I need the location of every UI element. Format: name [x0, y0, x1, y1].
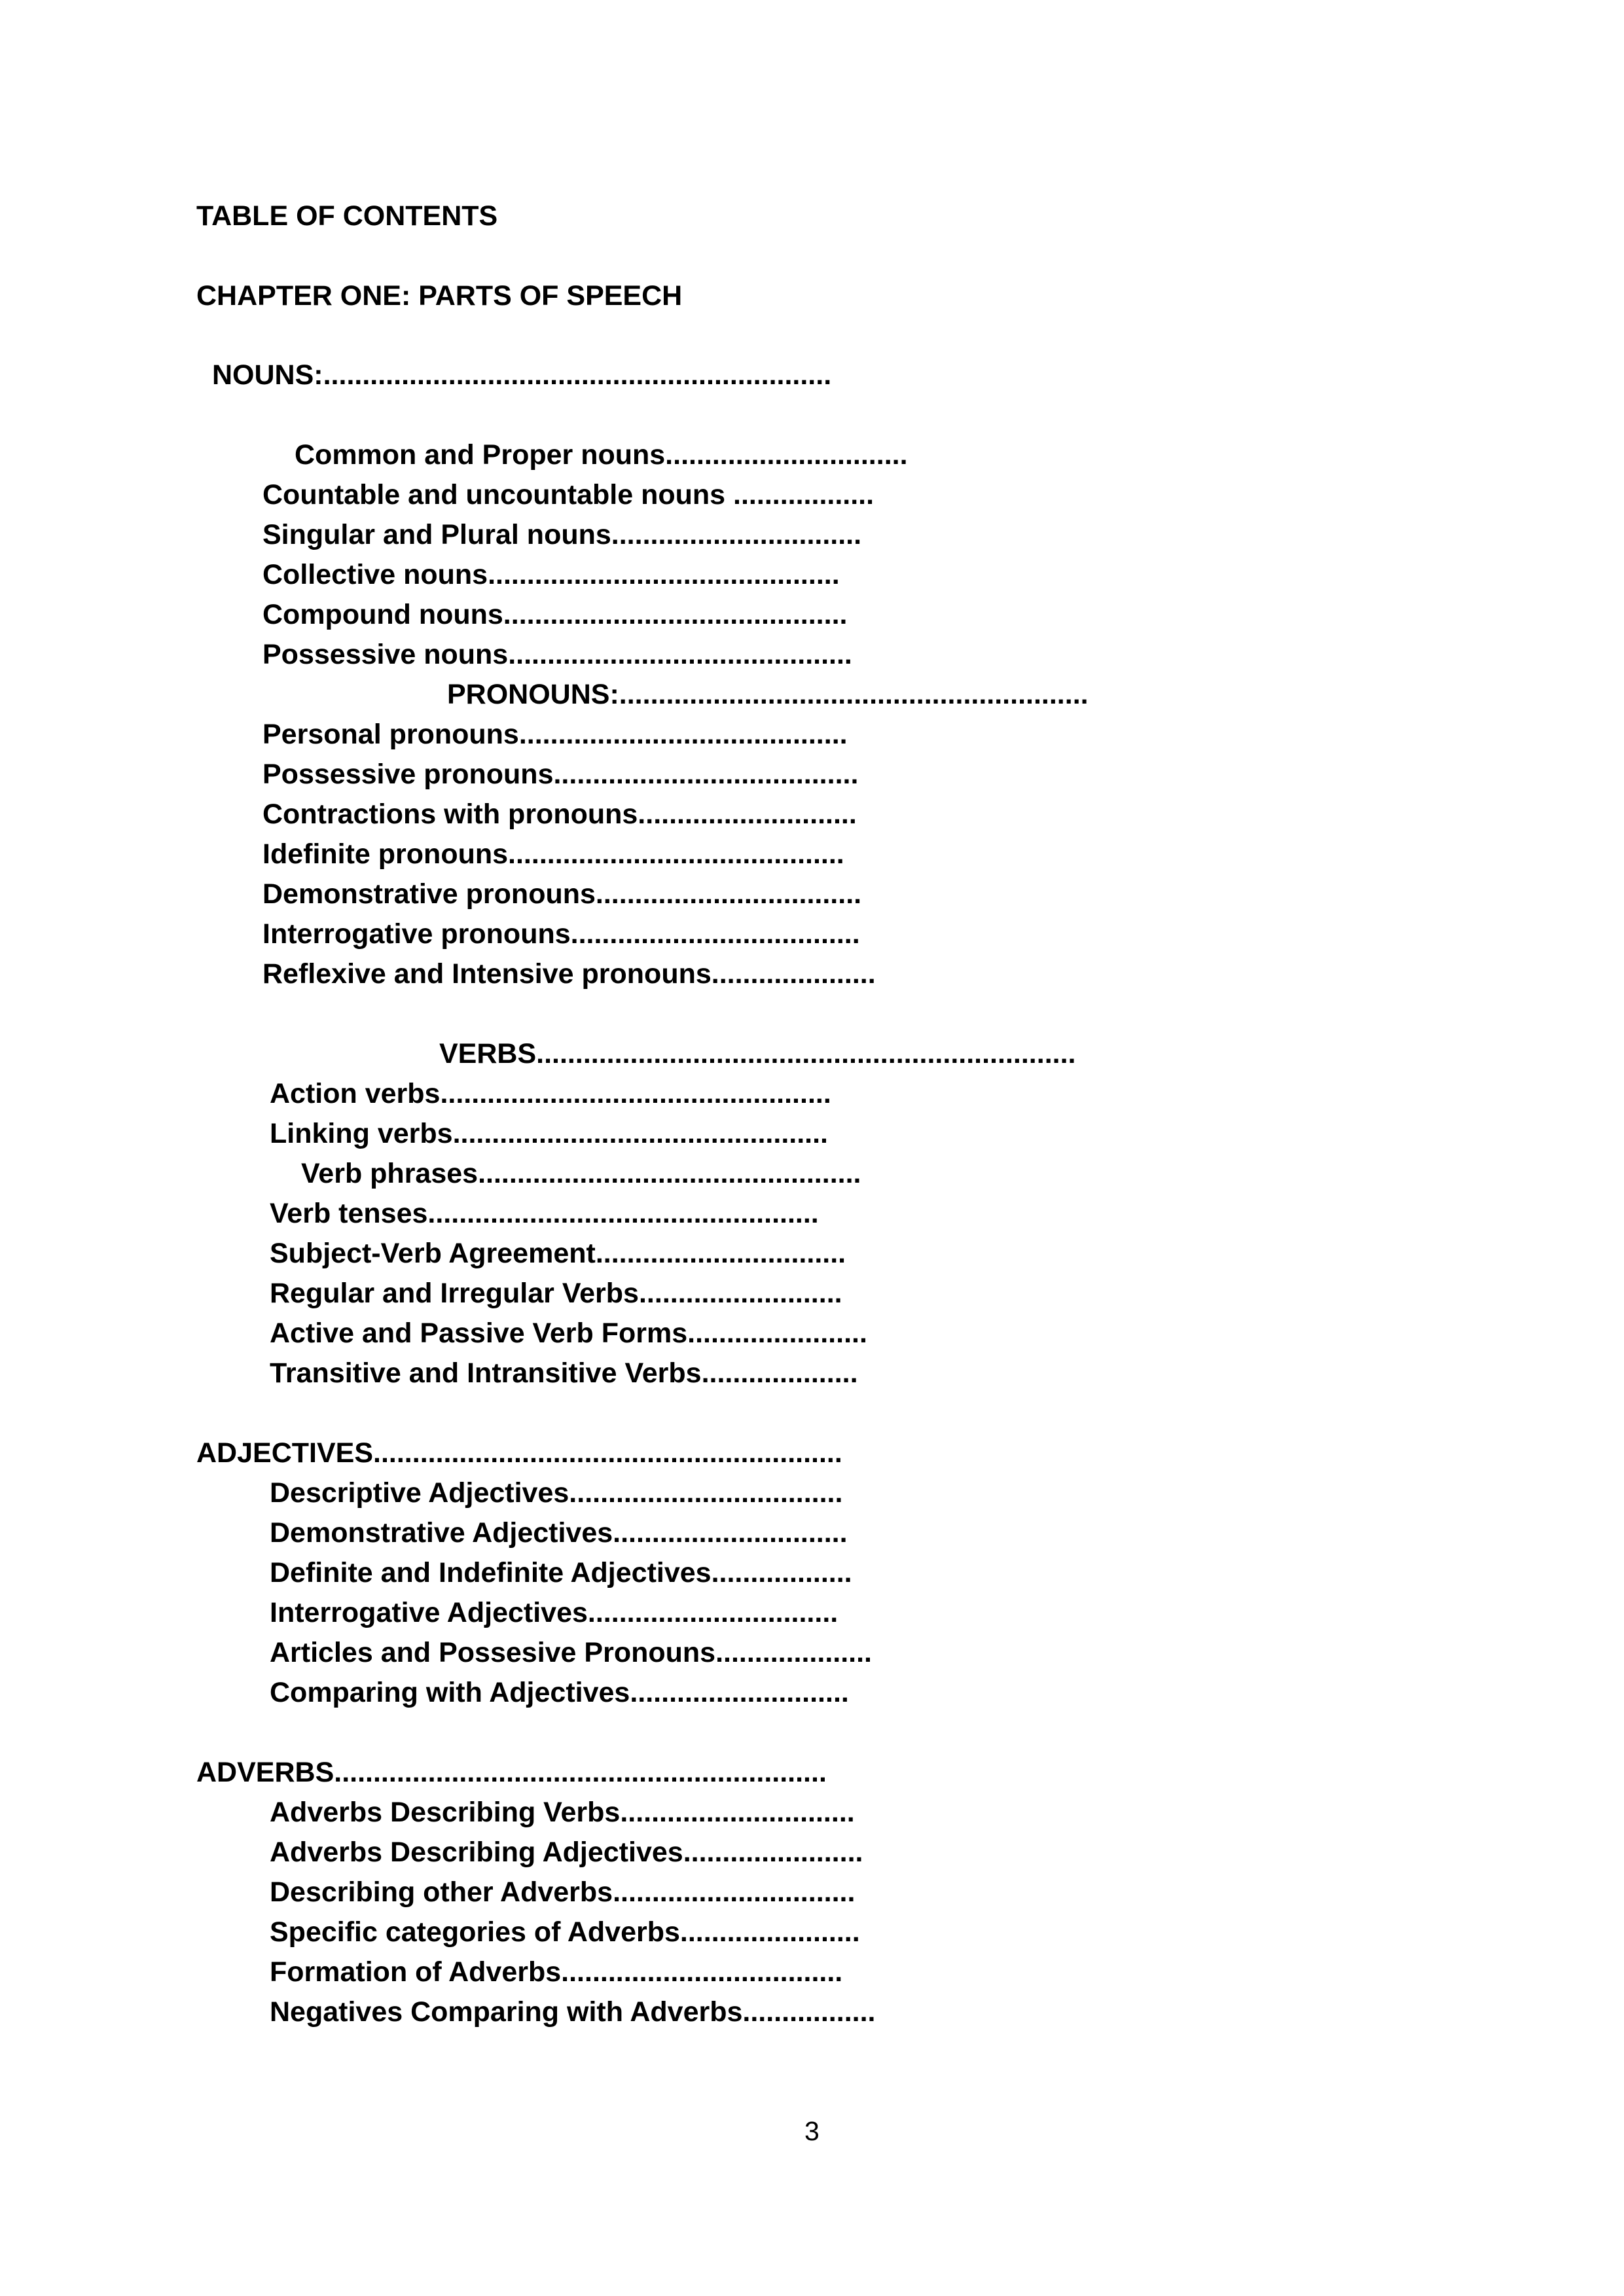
- chapter-heading: CHAPTER ONE: PARTS OF SPEECH: [196, 280, 683, 312]
- toc-entry: Compound nouns............................................: [262, 599, 848, 630]
- toc-entry: Negatives Comparing with Adverbs.................: [270, 1996, 876, 2028]
- toc-entry: Subject-Verb Agreement................................: [270, 1238, 846, 1269]
- toc-entry: Demonstrative Adjectives..............................: [270, 1517, 848, 1549]
- toc-entry: Possessive nouns............................................: [262, 639, 852, 670]
- toc-entry: Singular and Plural nouns................................: [262, 519, 862, 550]
- toc-entry-nouns: NOUNS:.................................................................: [212, 359, 832, 391]
- toc-entry: Describing other Adverbs...............................: [270, 1876, 856, 1908]
- toc-entry: Specific categories of Adverbs.......................: [270, 1916, 860, 1948]
- toc-entry-adverbs: ADVERBS...............................................................: [196, 1757, 827, 1788]
- toc-entry: Comparing with Adjectives............................: [270, 1677, 849, 1708]
- toc-entry: Interrogative pronouns.....................................: [262, 918, 860, 950]
- toc-entry: Verb tenses..................................................: [270, 1198, 819, 1229]
- toc-entry: Articles and Possesive Pronouns....................: [270, 1637, 873, 1668]
- toc-entry: Countable and uncountable nouns ..................: [262, 479, 875, 511]
- toc-entry: Demonstrative pronouns..................................: [262, 878, 862, 910]
- toc-entry: Interrogative Adjectives................................: [270, 1597, 839, 1628]
- toc-entry: Reflexive and Intensive pronouns.....................: [262, 958, 876, 990]
- toc-entry: Action verbs..................................................: [270, 1078, 831, 1109]
- toc-entry-verbs: VERBS.....................................................................: [439, 1038, 1076, 1069]
- toc-entry-adjectives: ADJECTIVES............................................................: [196, 1437, 842, 1469]
- toc-entry: Descriptive Adjectives...................................: [270, 1477, 843, 1509]
- toc-entry: Verb phrases.................................................: [301, 1158, 861, 1189]
- toc-entry: Personal pronouns..........................................: [262, 719, 848, 750]
- toc-title: TABLE OF CONTENTS: [196, 200, 498, 232]
- toc-entry: Adverbs Describing Verbs..............................: [270, 1797, 855, 1828]
- page-number: 3: [804, 2116, 820, 2146]
- toc-entry: Contractions with pronouns............................: [262, 798, 857, 830]
- toc-entry: Common and Proper nouns...............................: [295, 439, 908, 471]
- toc-entry: Definite and Indefinite Adjectives..................: [270, 1557, 852, 1588]
- toc-entry: Transitive and Intransitive Verbs....................: [270, 1357, 858, 1389]
- toc-entry: Linking verbs................................................: [270, 1118, 829, 1149]
- toc-entry: Formation of Adverbs....................................: [270, 1956, 843, 1988]
- toc-entry: Regular and Irregular Verbs..........................: [270, 1278, 842, 1309]
- toc-entry-pronouns: PRONOUNS:............................................................: [447, 679, 1089, 710]
- toc-entry: Collective nouns.............................................: [262, 559, 840, 590]
- toc-entry: Adverbs Describing Adjectives.......................: [270, 1837, 863, 1868]
- toc-entry: Possessive pronouns.......................................: [262, 759, 859, 790]
- toc-entry: Active and Passive Verb Forms.......................: [270, 1318, 867, 1349]
- toc-entry: Idefinite pronouns...........................................: [262, 838, 844, 870]
